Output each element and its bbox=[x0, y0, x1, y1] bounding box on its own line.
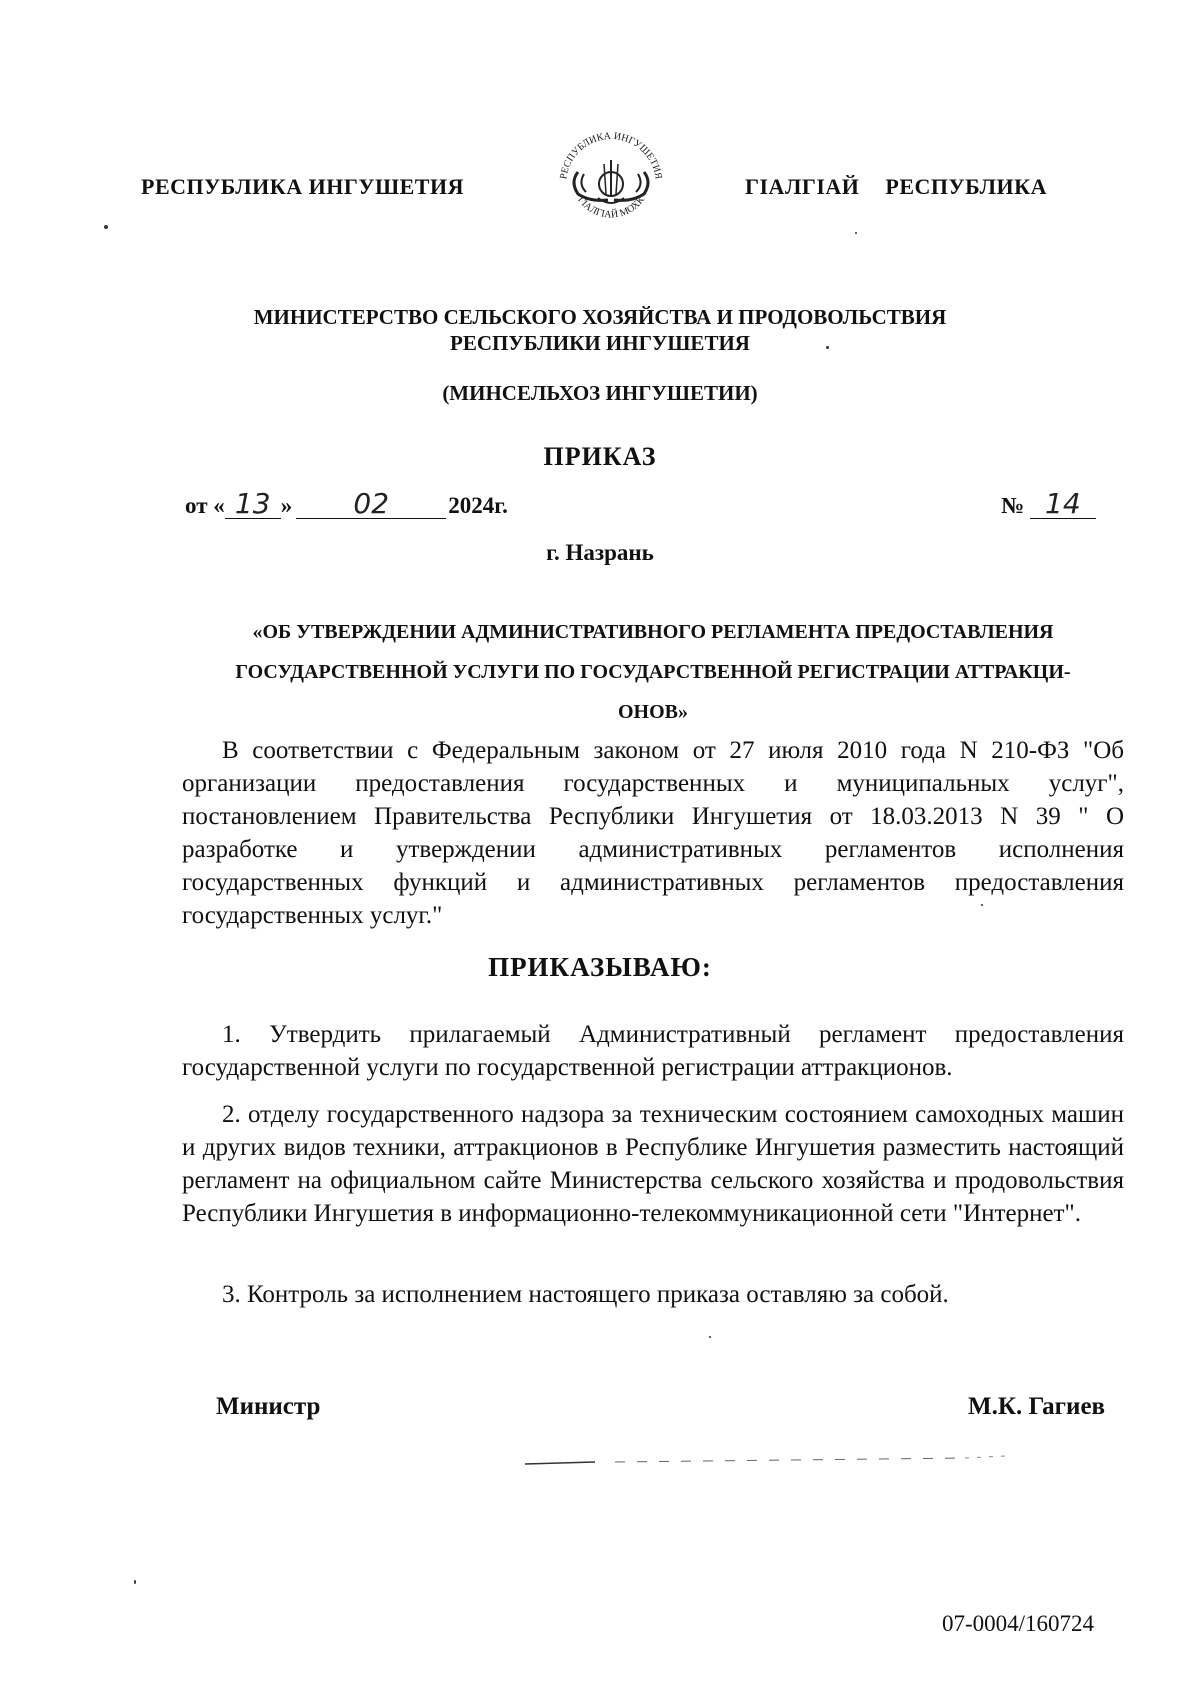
ministry-name-line2: РЕСПУБЛИКИ ИНГУШЕТИЯ bbox=[450, 331, 750, 355]
scan-artifact-line bbox=[525, 1450, 1005, 1470]
scan-speck bbox=[104, 225, 108, 229]
subject-line2: ГОСУДАРСТВЕННОЙ УСЛУГИ ПО ГОСУДАРСТВЕННОЙ РЕГИСТРАЦИИ АТТРАКЦИ- bbox=[235, 661, 1071, 683]
date-month: 02 bbox=[296, 490, 446, 519]
order-item-3 bbox=[182, 1278, 1124, 1311]
scan-speck bbox=[855, 232, 857, 234]
republic-title-russian: РЕСПУБЛИКА ИНГУШЕТИЯ bbox=[141, 174, 464, 199]
order-item-3-text: 3. Контроль за исполнением настоящего приказа оставляю за собой. bbox=[222, 1281, 949, 1308]
order-item-2 bbox=[182, 1098, 1124, 1230]
date-mid: » bbox=[280, 493, 293, 518]
order-item-1-text: 1. Утвердить прилагаемый Административный регламент предоставления государственной услуги по государственной регистрации аттракционов. bbox=[182, 1021, 1124, 1081]
preamble-text: В соответствии с Федеральным законом от 27 июля 2010 года N 210-ФЗ "Об организации предоставления государственных и муниципальных услуг", постановлением Правительства Республики Ингушетия от 18.03.2013 N 39 " О разработке и утверждении административных регламентов исполнения государственных функций и административных регламентов предоставления государственных услуг." bbox=[182, 737, 1124, 929]
ministry-short-name: (МИНСЕЛЬХОЗ ИНГУШЕТИИ) bbox=[442, 381, 758, 405]
scan-speck bbox=[134, 1580, 136, 1584]
directive-heading: ПРИКАЗЫВАЮ: bbox=[488, 952, 712, 982]
order-subject bbox=[182, 612, 1124, 732]
scan-speck bbox=[709, 1336, 711, 1338]
coat-of-arms-emblem bbox=[548, 122, 674, 232]
date-year: 2024г. bbox=[448, 493, 508, 518]
document-code: 07-0004/160724 bbox=[942, 1611, 1095, 1636]
date-day: 13 bbox=[225, 490, 281, 519]
order-item-2-text: 2. отделу государственного надзора за техническим состоянием самоходных машин и других видов техники, аттракционов в Республике Ингушетия разместить настоящий регламент на официальном сайте Министерства сельского хозяйства и продовольствия Республики Ингушетия в информационно-телекоммуникационной сети "Интернет". bbox=[182, 1101, 1124, 1227]
order-number bbox=[1001, 487, 1096, 520]
ministry-name-line1: МИНИСТЕРСТВО СЕЛЬСКОГО ХОЗЯЙСТВА И ПРОДОВОЛЬСТВИЯ bbox=[253, 305, 947, 329]
subject-line3: ОНОВ» bbox=[617, 701, 688, 723]
city-name: г. Назрань bbox=[546, 540, 654, 565]
date-prefix: от « bbox=[185, 493, 225, 518]
republic-title-ingush: ГIАЛГIАЙ РЕСПУБЛИКА bbox=[745, 174, 1047, 199]
number-value: 14 bbox=[1030, 490, 1096, 519]
order-item-1 bbox=[182, 1018, 1124, 1084]
scan-speck bbox=[826, 346, 829, 349]
emblem-text-top: РЕСПУБЛИКА ИНГУШЕТИЯ bbox=[558, 130, 664, 181]
document-title: ПРИКАЗ bbox=[543, 442, 657, 471]
scan-speck bbox=[981, 904, 983, 906]
signatory-role: Министр bbox=[216, 1393, 321, 1420]
signatory-name: М.К. Гагиев bbox=[968, 1393, 1106, 1420]
preamble-paragraph bbox=[182, 734, 1124, 932]
emblem-text-bottom: ГIАЛГIАЙ МОХК bbox=[575, 194, 647, 221]
order-date bbox=[185, 487, 508, 520]
subject-line1: «ОБ УТВЕРЖДЕНИИ АДМИНИСТРАТИВНОГО РЕГЛАМЕНТА ПРЕДОСТАВЛЕНИЯ bbox=[252, 621, 1054, 643]
number-label: № bbox=[1001, 493, 1025, 518]
